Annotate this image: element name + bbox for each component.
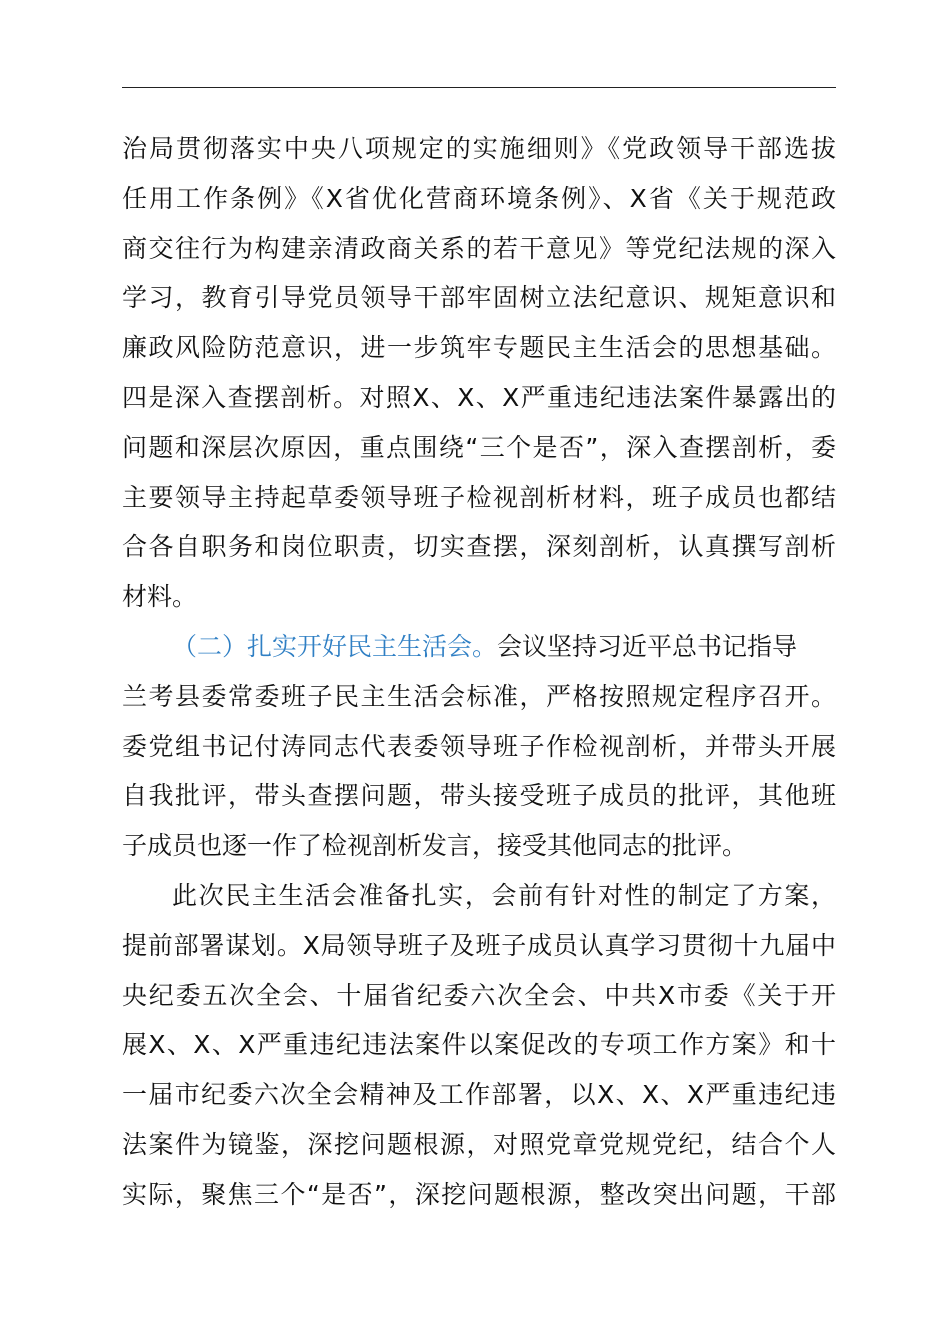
text-line: 兰考县委常委班子民主生活会标准，严格按照规定程序召开。: [122, 681, 836, 711]
text-line: 治局贯彻落实中央八项规定的实施细则》《党政领导干部选拔: [122, 134, 836, 163]
paragraph-first-line: 此次民主生活会准备扎实，会前有针对性的制定了方案，: [172, 880, 836, 910]
text-line: 展X、X、X严重违纪违法案件以案促改的专项工作方案》和十: [122, 1030, 836, 1060]
text-line: 子成员也逐一作了检视剖析发言，接受其他同志的批评。: [122, 831, 748, 861]
header-rule: [122, 87, 836, 88]
text-line: 四是深入查摆剖析。对照X、X、X严重违纪违法案件暴露出的: [122, 382, 836, 412]
text-line: 商交往行为构建亲清政商关系的若干意见》等党纪法规的深入: [122, 233, 836, 263]
text-line: 央纪委五次全会、十届省纪委六次全会、中共X市委《关于开: [122, 980, 836, 1010]
text-line: 自我批评，带头查摆问题，带头接受班子成员的批评，其他班: [122, 781, 836, 811]
text-line: 实际，聚焦三个“是否”，深挖问题根源，整改突出问题，干部: [122, 1179, 836, 1209]
text-line: 委党组书记付涛同志代表委领导班子作检视剖析，并带头开展: [122, 731, 836, 761]
text-line: 廉政风险防范意识，进一步筑牢专题民主生活会的思想基础。: [122, 333, 836, 363]
section-heading-rest: 会议坚持习近平总书记指导: [497, 631, 798, 661]
text-line: 任用工作条例》《X省优化营商环境条例》、X省《关于规范政: [122, 183, 836, 213]
text-line: 问题和深层次原因，重点围绕“三个是否”，深入查摆剖析，委: [122, 432, 836, 462]
text-line: 材料。: [122, 582, 198, 612]
document-body: [122, 124, 836, 1220]
text-line: 合各自职务和岗位职责，切实查摆，深刻剖析，认真撰写剖析: [122, 532, 836, 562]
text-line: 法案件为镜鉴，深挖问题根源，对照党章党规党纪，结合个人: [122, 1129, 836, 1159]
text-line: 提前部署谋划。X局领导班子及班子成员认真学习贯彻十九届中: [122, 930, 836, 960]
text-line: 学习，教育引导党员领导干部牢固树立法纪意识、规矩意识和: [122, 283, 836, 313]
text-line: 一届市纪委六次全会精神及工作部署，以X、X、X严重违纪违: [122, 1080, 836, 1110]
text-line: 主要领导主持起草委领导班子检视剖析材料，班子成员也都结: [122, 482, 836, 512]
section-heading: （二）扎实开好民主生活会。: [172, 631, 498, 661]
section-heading-line: [122, 622, 836, 672]
